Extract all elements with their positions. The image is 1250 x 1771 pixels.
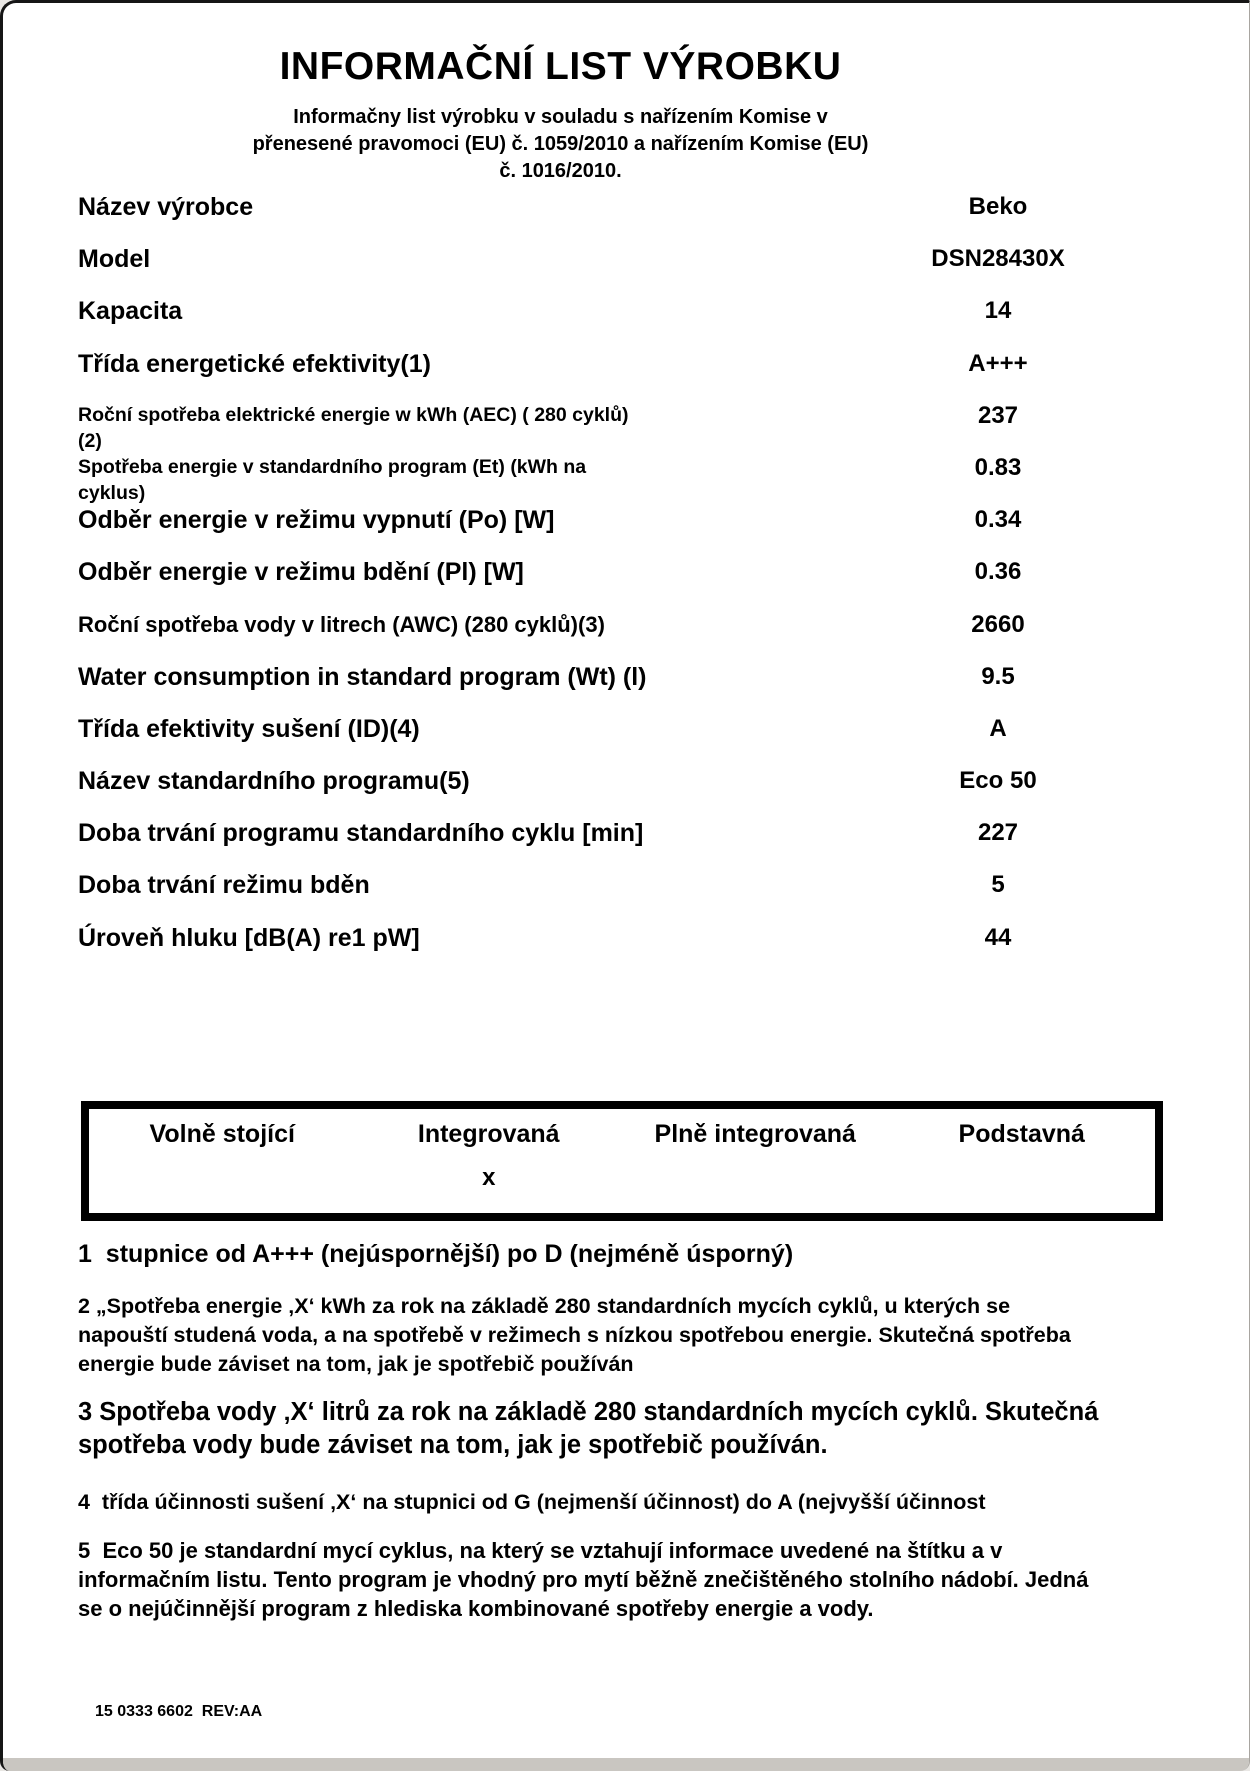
footnote: 2 „Spotřeba energie ‚X‘ kWh za rok na základě 280 standardních mycích cyklů, u kterých se napouští studená voda, a na spotřebě v režimech s nízkou spotřebou energie. Skutečná spotřeba energie bude záviset na tom, jak je spotřebič používán [78,1294,1077,1376]
spec-row [3,819,1250,871]
spec-value: 2660 [971,610,1025,638]
spec-value: 237 [977,401,1019,429]
spec-value: 44 [984,923,1012,951]
spec-value: 14 [984,297,1012,325]
spec-value: 0.36 [974,558,1022,586]
footnote: 1 stupnice od A+++ (nejúspornější) po D (nejméně úsporný) [78,1240,794,1268]
subtitle-line: č. 1016/2010. [499,160,622,182]
installation-column-header: Plně integrovaná [654,1120,856,1148]
installation-column [356,1109,623,1213]
installation-column-mark: x [482,1164,496,1191]
spec-label: Třída efektivity sušení (ID)(4) [78,714,420,743]
spec-label: Roční spotřeba vody v litrech (AWC) (280 cyklů)(3) [78,611,605,637]
spec-row [3,871,1250,923]
spec-label: Doba trvání režimu bděn [78,871,370,900]
spec-row [3,924,1250,976]
spec-label: Odběr energie v režimu bdění (Pl) [W] [78,558,524,587]
spec-row [3,350,1250,402]
spec-row [3,663,1250,715]
spec-label: Odběr energie v režimu vypnutí (Po) [W] [78,506,555,535]
footnote: 4 třída účinnosti sušení ‚X‘ na stupnici od G (nejmenší účinnost) do A (nejvyšší účinnost [78,1490,986,1514]
spec-row [3,193,1250,245]
spec-value: 0.34 [974,506,1022,534]
spec-value: Beko [968,193,1028,220]
subtitle-line: Informačny list výrobku v souladu s nařízením Komise v [293,106,828,128]
footnote: 5 Eco 50 je standardní mycí cyklus, na který se vztahují informace uvedené na štítku a v informačním listu. Tento program je vhodný pro mytí běžně znečištěného stolního nádobí. Jedná se o nejúčinnější program z hlediska kombinované spotřeby energie a vody. [78,1538,1095,1621]
spec-row [3,454,1250,506]
spec-row [3,715,1250,767]
installation-column [622,1109,889,1213]
installation-column-header: Volně stojící [149,1120,295,1148]
spec-value: DSN28430X [931,245,1065,273]
spec-value: 227 [977,819,1019,847]
spec-row [3,506,1250,558]
spec-row [3,402,1250,454]
spec-row [3,611,1250,663]
spec-label: Úroveň hluku [dB(A) re1 pW] [78,923,420,952]
installation-column-header: Integrovaná [417,1120,560,1148]
spec-row [3,767,1250,819]
spec-value: A [989,714,1007,742]
spec-label: Třída energetické efektivity(1) [78,349,431,378]
spec-label: Water consumption in standard program (Wt) (l) [78,662,647,691]
spec-row [3,558,1250,610]
installation-type-table [81,1101,1163,1221]
spec-value: 5 [991,871,1005,899]
document-subtitle [3,104,1118,185]
spec-value: Eco 50 [959,767,1037,795]
spec-label: Roční spotřeba elektrické energie w kWh (AEC) ( 280 cyklů)(2) [78,403,629,452]
installation-column [889,1109,1156,1213]
footnotes [78,1240,1123,1623]
spec-label: Doba trvání programu standardního cyklu [min] [78,819,644,848]
spec-value: 9.5 [981,662,1015,690]
spec-value: 0.83 [974,453,1022,481]
spec-label: Název standardního programu(5) [78,767,470,796]
spec-row [3,297,1250,349]
installation-column [89,1109,356,1213]
page-title: INFORMAČNÍ LIST VÝROBKU [279,45,842,88]
spec-label: Spotřeba energie v standardního program (Et) (kWh na cyklus) [78,455,592,504]
document-code: 15 0333 6602 REV:AA [95,1703,263,1720]
document-header [3,45,1118,185]
spec-row [3,245,1250,297]
spec-label: Kapacita [78,297,183,326]
footnote: 3 Spotřeba vody ‚X‘ litrů za rok na základě 280 standardních mycích cyklů. Skutečná spotřeba vody bude záviset na tom, jak je spotřebič používán. [78,1398,1106,1459]
installation-column-header: Podstavná [958,1120,1085,1148]
spec-table [3,193,1250,976]
scan-edge-strip [3,1758,1249,1771]
spec-label: Název výrobce [78,193,254,221]
subtitle-line: přenesené pravomoci (EU) č. 1059/2010 a nařízením Komise (EU) [252,133,869,155]
spec-label: Model [78,245,151,274]
spec-value: A+++ [968,349,1028,377]
